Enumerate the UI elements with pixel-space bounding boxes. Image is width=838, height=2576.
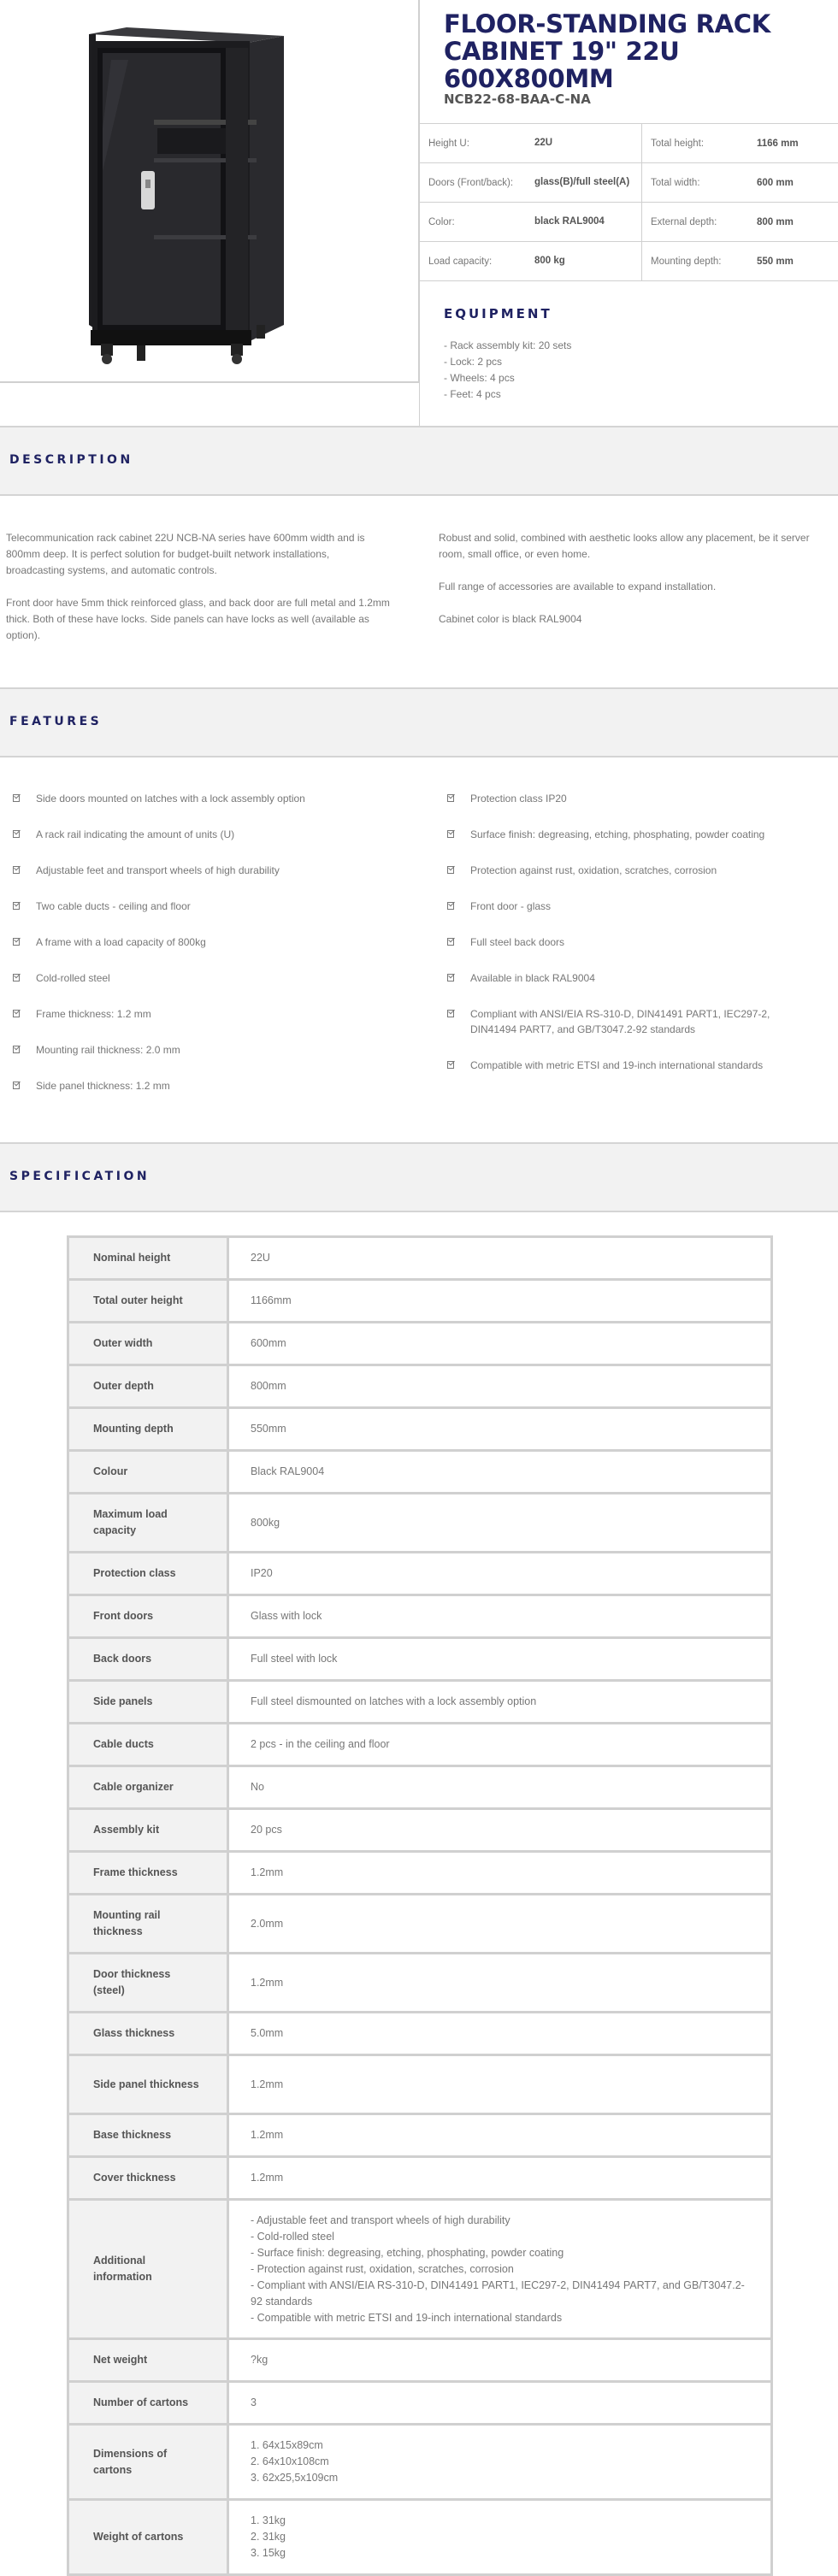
param-value: 600 mm xyxy=(757,177,794,188)
checkbox-icon xyxy=(447,902,454,910)
param-label: Doors (Front/back): xyxy=(428,177,514,188)
param-value: 22U xyxy=(528,124,642,162)
spec-value: Black RAL9004 xyxy=(228,1451,772,1494)
spec-key: Mounting rail thickness xyxy=(68,1895,228,1954)
spec-row xyxy=(68,2382,772,2425)
spec-value: 2.0mm xyxy=(228,1895,772,1954)
param-label: Height U: xyxy=(428,138,469,149)
spec-row xyxy=(68,1451,772,1494)
param-label: Total height: xyxy=(651,138,705,149)
spec-key: Nominal height xyxy=(68,1237,228,1280)
product-title: FLOOR-STANDING RACK CABINET 19" 22U 600X800MM xyxy=(444,9,770,93)
spec-value: 550mm xyxy=(228,1408,772,1451)
feature-item xyxy=(445,1058,812,1073)
feature-item xyxy=(445,791,812,806)
spec-value: 600mm xyxy=(228,1323,772,1365)
feature-text: Side doors mounted on latches with a lock assembly option xyxy=(36,793,305,805)
spec-key: Additional information xyxy=(68,2200,228,2339)
spec-value-cell xyxy=(228,2200,772,2339)
equipment-item: - Lock: 2 pcs xyxy=(444,356,503,368)
spec-key: Weight of cartons xyxy=(68,2500,228,2575)
param-value: 800 kg xyxy=(528,242,642,280)
description-paragraph: Front door have 5mm thick reinforced glass, and back door are full metal and 1.2mm thick. Both of these have locks. Side panels can have locks as well (available as option). xyxy=(6,597,390,641)
spec-row xyxy=(68,1323,772,1365)
spec-row xyxy=(68,1494,772,1553)
spec-row xyxy=(68,2200,772,2339)
param-label: Color: xyxy=(428,216,455,227)
checkbox-icon xyxy=(13,902,20,910)
feature-text: Surface finish: degreasing, etching, phosphating, powder coating xyxy=(470,828,765,840)
checkbox-icon xyxy=(447,794,454,802)
equipment-list xyxy=(444,338,571,403)
checkbox-icon xyxy=(13,866,20,874)
feature-item xyxy=(10,970,378,986)
checkbox-icon xyxy=(13,1046,20,1053)
product-header xyxy=(0,0,838,427)
spec-key: Total outer height xyxy=(68,1280,228,1323)
description-left-column xyxy=(6,530,391,660)
spec-row xyxy=(68,1638,772,1681)
feature-text: Front door - glass xyxy=(470,900,552,912)
equipment-item: - Wheels: 4 pcs xyxy=(444,372,515,384)
description-paragraph: Full range of accessories are available to expand installation. xyxy=(439,581,717,592)
description-paragraph: Cabinet color is black RAL9004 xyxy=(439,613,582,625)
spec-row xyxy=(68,2339,772,2382)
spec-row xyxy=(68,2114,772,2157)
features-title: FEATURES xyxy=(9,715,103,728)
spec-key: Side panels xyxy=(68,1681,228,1724)
params-table xyxy=(420,123,838,281)
param-label: Mounting depth: xyxy=(651,256,722,267)
spec-key: Mounting depth xyxy=(68,1408,228,1451)
feature-item xyxy=(445,863,812,878)
feature-text: Cold-rolled steel xyxy=(36,972,110,984)
spec-key: Protection class xyxy=(68,1553,228,1595)
feature-text: A rack rail indicating the amount of units (U) xyxy=(36,828,235,840)
spec-row xyxy=(68,1237,772,1280)
spec-row xyxy=(68,1852,772,1895)
specification-title: SPECIFICATION xyxy=(9,1170,150,1183)
spec-key: Side panel thickness xyxy=(68,2055,228,2114)
feature-text: Full steel back doors xyxy=(470,936,565,948)
feature-item xyxy=(445,934,812,950)
product-info-pane xyxy=(419,0,838,427)
spec-key: Colour xyxy=(68,1451,228,1494)
spec-key: Door thickness (steel) xyxy=(68,1954,228,2013)
checkbox-icon xyxy=(447,866,454,874)
spec-value: 1.2mm xyxy=(228,2157,772,2200)
description-title: DESCRIPTION xyxy=(9,453,133,467)
spec-value: Full steel dismounted on latches with a lock assembly option xyxy=(228,1681,772,1724)
feature-item xyxy=(10,827,378,842)
spec-row xyxy=(68,2055,772,2114)
checkbox-icon xyxy=(13,830,20,838)
spec-value: 20 pcs xyxy=(228,1809,772,1852)
param-label: External depth: xyxy=(651,216,717,227)
spec-key: Glass thickness xyxy=(68,2013,228,2055)
checkbox-icon xyxy=(447,938,454,946)
feature-text: Side panel thickness: 1.2 mm xyxy=(36,1080,170,1092)
spec-value-cell xyxy=(228,2425,772,2500)
spec-value: 1. 64x15x89cm 2. 64x10x108cm 3. 62x25,5x109cm xyxy=(251,2439,339,2484)
description-paragraph: Robust and solid, combined with aesthetic looks allow any placement, be it server room, small office, or even home. xyxy=(439,532,810,560)
spec-row xyxy=(68,1809,772,1852)
spec-row xyxy=(68,1408,772,1451)
spec-key: Assembly kit xyxy=(68,1809,228,1852)
checkbox-icon xyxy=(13,974,20,981)
feature-text: Two cable ducts - ceiling and floor xyxy=(36,900,191,912)
spec-key: Base thickness xyxy=(68,2114,228,2157)
feature-item xyxy=(445,970,812,986)
params-row xyxy=(420,163,838,203)
feature-text: Mounting rail thickness: 2.0 mm xyxy=(36,1044,180,1056)
spec-value: 1.2mm xyxy=(228,2055,772,2114)
spec-key: Cable organizer xyxy=(68,1766,228,1809)
description-right-column xyxy=(439,530,834,644)
spec-row xyxy=(68,1766,772,1809)
spec-row xyxy=(68,1280,772,1323)
features-header xyxy=(0,687,838,757)
checkbox-icon xyxy=(447,830,454,838)
param-label: Total width: xyxy=(651,177,700,188)
feature-item xyxy=(445,827,812,842)
feature-item xyxy=(445,1006,812,1037)
feature-text: Frame thickness: 1.2 mm xyxy=(36,1008,151,1020)
spec-row xyxy=(68,1724,772,1766)
specification-section xyxy=(67,1235,773,2576)
feature-text: Protection class IP20 xyxy=(470,793,567,805)
spec-value: - Adjustable feet and transport wheels of high durability - Cold-rolled steel - Surface finish: degreasing, etching, phosphating, powder coating - Protection against rust, oxidation, scratches, corrosion - Compliant with ANSI/EIA RS-310-D, DIN41491 PART1, IEC297-2, DIN41494 PART7, and GB/T3047.2-92 standards - Compatible with metric ETSI and 19-inch international standards xyxy=(251,2213,745,2324)
spec-value: 1166mm xyxy=(228,1280,772,1323)
spec-value: IP20 xyxy=(228,1553,772,1595)
feature-text: A frame with a load capacity of 800kg xyxy=(36,936,206,948)
spec-row xyxy=(68,2157,772,2200)
spec-row xyxy=(68,1681,772,1724)
spec-row xyxy=(68,1595,772,1638)
feature-text: Protection against rust, oxidation, scratches, corrosion xyxy=(470,864,717,876)
feature-item xyxy=(10,791,378,806)
spec-key: Outer depth xyxy=(68,1365,228,1408)
spec-value: 1.2mm xyxy=(228,2114,772,2157)
spec-key: Cover thickness xyxy=(68,2157,228,2200)
spec-key: Front doors xyxy=(68,1595,228,1638)
spec-value-cell xyxy=(228,2500,772,2575)
features-right-column xyxy=(445,791,812,1093)
feature-item xyxy=(10,934,378,950)
spec-row xyxy=(68,1954,772,2013)
feature-text: Compatible with metric ETSI and 19-inch international standards xyxy=(470,1059,764,1071)
spec-value: Full steel with lock xyxy=(228,1638,772,1681)
spec-value: 22U xyxy=(228,1237,772,1280)
spec-value: 800kg xyxy=(228,1494,772,1553)
spec-row xyxy=(68,1553,772,1595)
description-header xyxy=(0,426,838,496)
spec-value: 1. 31kg 2. 31kg 3. 15kg xyxy=(251,2514,286,2559)
product-code: NCB22-68-BAA-C-NA xyxy=(444,91,591,107)
checkbox-icon xyxy=(13,794,20,802)
spec-value: 1.2mm xyxy=(228,1954,772,2013)
checkbox-icon xyxy=(447,1061,454,1069)
spec-key: Frame thickness xyxy=(68,1852,228,1895)
spec-key: Maximum load capacity xyxy=(68,1494,228,1553)
spec-key: Dimensions of cartons xyxy=(68,2425,228,2500)
equipment-item: - Rack assembly kit: 20 sets xyxy=(444,339,572,351)
spec-value: No xyxy=(228,1766,772,1809)
checkbox-icon xyxy=(13,1010,20,1017)
spec-value: ?kg xyxy=(228,2339,772,2382)
spec-value: 2 pcs - in the ceiling and floor xyxy=(228,1724,772,1766)
spec-key: Number of cartons xyxy=(68,2382,228,2425)
spec-row xyxy=(68,1365,772,1408)
product-image-pane xyxy=(0,0,419,383)
spec-key: Net weight xyxy=(68,2339,228,2382)
checkbox-icon xyxy=(447,1010,454,1017)
specification-table xyxy=(67,1235,773,2576)
spec-key: Back doors xyxy=(68,1638,228,1681)
equipment-title: EQUIPMENT xyxy=(444,306,552,321)
spec-value: 5.0mm xyxy=(228,2013,772,2055)
params-row xyxy=(420,124,838,163)
spec-row xyxy=(68,1895,772,1954)
checkbox-icon xyxy=(13,1082,20,1089)
checkbox-icon xyxy=(447,974,454,981)
spec-key: Cable ducts xyxy=(68,1724,228,1766)
param-value: 1166 mm xyxy=(757,138,799,149)
feature-text: Available in black RAL9004 xyxy=(470,972,595,984)
spec-key: Outer width xyxy=(68,1323,228,1365)
param-value: glass(B)/full steel(A) xyxy=(528,163,642,202)
feature-text: Adjustable feet and transport wheels of high durability xyxy=(36,864,280,876)
param-value: 800 mm xyxy=(757,216,794,227)
spec-row xyxy=(68,2500,772,2575)
params-row xyxy=(420,242,838,281)
spec-value: 800mm xyxy=(228,1365,772,1408)
feature-item xyxy=(445,899,812,914)
params-row xyxy=(420,203,838,242)
feature-item xyxy=(10,1042,378,1058)
feature-item xyxy=(10,899,378,914)
feature-item xyxy=(10,1078,378,1093)
spec-value: Glass with lock xyxy=(228,1595,772,1638)
spec-value: 3 xyxy=(228,2382,772,2425)
feature-item xyxy=(10,863,378,878)
rack-cabinet-image xyxy=(0,0,419,381)
spec-value: 1.2mm xyxy=(228,1852,772,1895)
equipment-item: - Feet: 4 pcs xyxy=(444,388,501,400)
checkbox-icon xyxy=(13,938,20,946)
feature-text: Compliant with ANSI/EIA RS-310-D, DIN41491 PART1, IEC297-2, DIN41494 PART7, and GB/T3047.2-92 standards xyxy=(470,1008,770,1035)
param-value: black RAL9004 xyxy=(528,203,642,241)
param-label: Load capacity: xyxy=(428,256,493,267)
specification-header xyxy=(0,1142,838,1212)
features-left-column xyxy=(10,791,378,1114)
spec-row xyxy=(68,2425,772,2500)
spec-row xyxy=(68,2013,772,2055)
feature-item xyxy=(10,1006,378,1022)
param-value: 550 mm xyxy=(757,256,794,267)
description-paragraph: Telecommunication rack cabinet 22U NCB-NA series have 600mm width and is 800mm deep. It is perfect solution for budget-built network installations, broadcasting systems, and automatic controls. xyxy=(6,532,365,576)
